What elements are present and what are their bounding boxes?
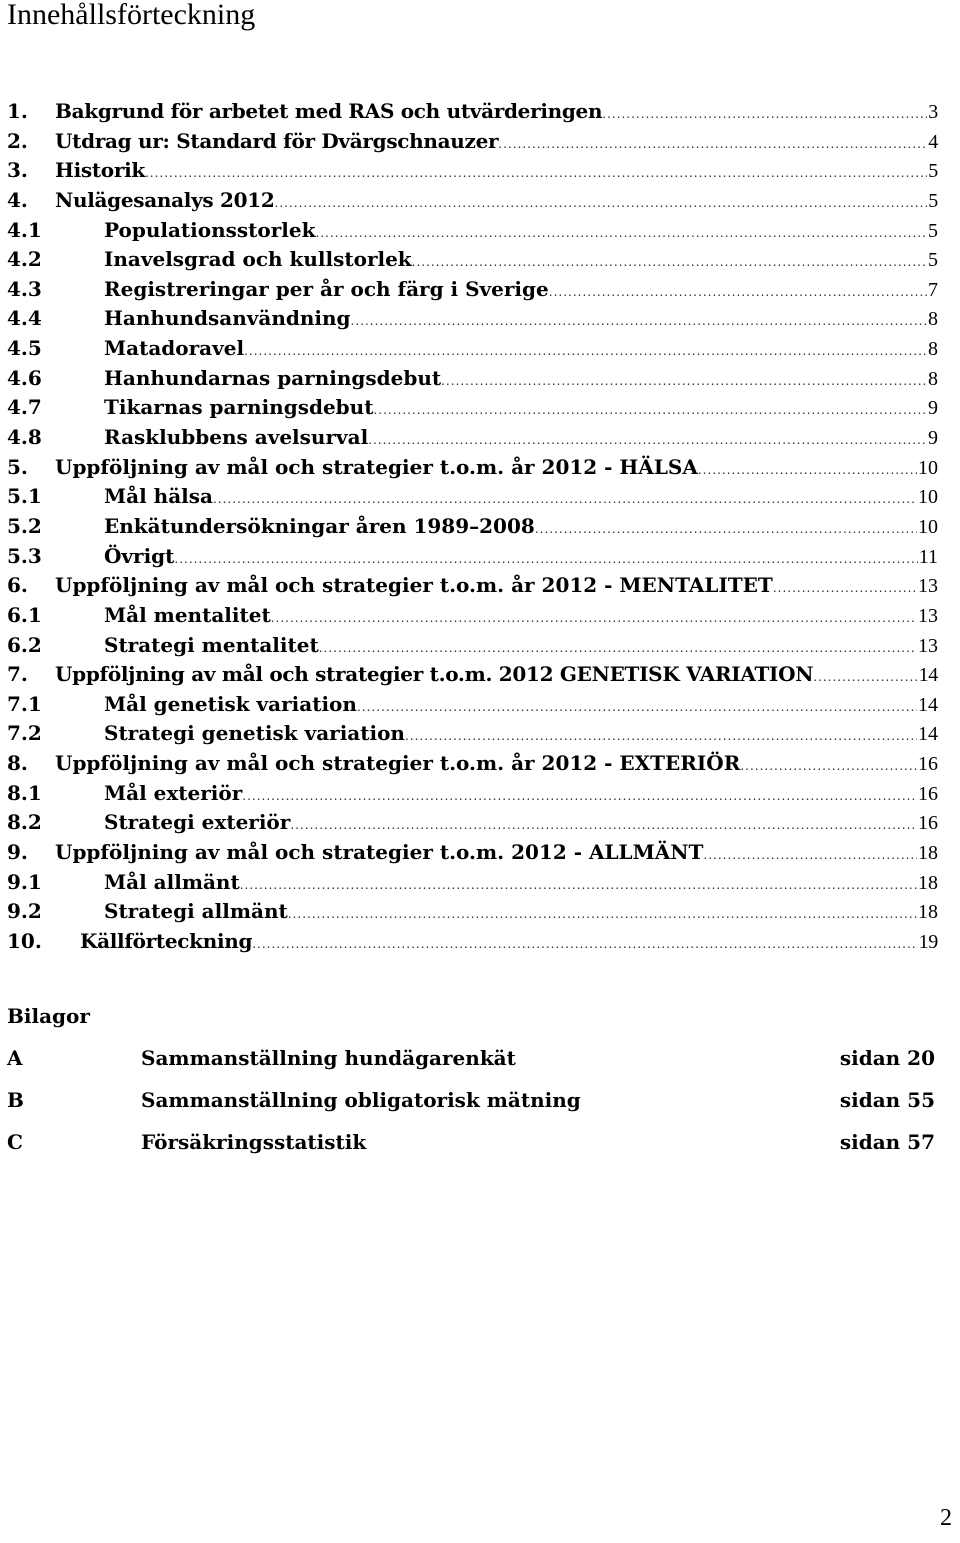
toc-entry-number: 5.1 xyxy=(7,484,42,509)
toc-entry[interactable] xyxy=(0,838,960,868)
toc-entry[interactable] xyxy=(0,127,960,157)
toc-entry-title: Populationsstorlek xyxy=(104,217,316,242)
toc-entry[interactable] xyxy=(0,334,960,364)
toc-entry-body xyxy=(104,719,938,752)
toc-entry-page: 5 xyxy=(928,249,938,272)
toc-entry-body xyxy=(55,749,938,782)
toc-entry-body xyxy=(104,423,938,456)
toc-entry-page: 8 xyxy=(928,367,938,390)
toc-entry-title: Uppföljning av mål och strategier t.o.m. 2012 GENETISK VARIATION xyxy=(55,662,814,687)
toc-entry-number: 6. xyxy=(7,573,28,598)
toc-entry-page: 9 xyxy=(928,397,938,420)
toc-entry-number: 9.2 xyxy=(7,899,42,924)
attachment-title: Sammanställning hundägarenkät xyxy=(141,1046,516,1070)
toc-entry[interactable] xyxy=(0,601,960,631)
toc-entry[interactable] xyxy=(0,808,960,838)
toc-entry-number: 4.4 xyxy=(7,306,42,331)
toc-entry[interactable] xyxy=(0,719,960,749)
toc-entry-title: Mål hälsa xyxy=(104,484,213,509)
toc-entry[interactable] xyxy=(0,453,960,483)
toc-dot-leader xyxy=(242,782,917,812)
toc-dot-leader xyxy=(535,515,917,545)
toc-entry-number: 9. xyxy=(7,840,28,865)
toc-dot-leader xyxy=(357,693,917,723)
toc-dot-leader xyxy=(213,485,917,515)
toc-entry-page: 5 xyxy=(928,219,938,242)
toc-entry-body xyxy=(55,838,938,871)
toc-entry[interactable] xyxy=(0,423,960,453)
toc-entry-number: 7.2 xyxy=(7,721,42,746)
toc-dot-leader xyxy=(240,871,917,901)
toc-entry[interactable] xyxy=(0,482,960,512)
toc-dot-leader xyxy=(315,219,927,249)
toc-entry[interactable] xyxy=(0,690,960,720)
toc-entry-number: 6.2 xyxy=(7,632,42,657)
toc-entry[interactable] xyxy=(0,275,960,305)
toc-entry-title: Strategi exteriör xyxy=(104,810,291,835)
toc-dot-leader xyxy=(244,337,927,367)
attachment-page: sidan 57 xyxy=(839,1130,935,1154)
toc-entry-number: 8. xyxy=(7,751,28,776)
toc-entry[interactable] xyxy=(0,631,960,661)
toc-dot-leader xyxy=(252,930,917,960)
toc-entry-number: 5.3 xyxy=(7,543,42,568)
toc-entry-title: Matadoravel xyxy=(104,336,245,361)
toc-entry[interactable] xyxy=(0,749,960,779)
page-title: Innehållsförteckning xyxy=(7,0,256,31)
toc-entry-page: 19 xyxy=(918,930,938,953)
toc-entry-title: Inavelsgrad och kullstorlek xyxy=(104,247,412,272)
toc-entry-page: 9 xyxy=(928,427,938,450)
toc-entry-body xyxy=(104,334,938,367)
toc-entry-page: 3 xyxy=(928,101,938,123)
toc-entry-body xyxy=(104,542,938,575)
toc-entry-number: 4.7 xyxy=(7,395,42,420)
toc-dot-leader xyxy=(412,248,927,278)
toc-entry-page: 8 xyxy=(928,308,938,331)
toc-entry-title: Nulägesanalys 2012 xyxy=(55,187,275,212)
toc-entry-number: 3. xyxy=(7,158,28,183)
toc-entry-title: Bakgrund för arbetet med RAS och utvärderingen xyxy=(55,99,603,123)
toc-entry-page: 14 xyxy=(918,693,938,716)
toc-entry-body xyxy=(104,808,938,841)
toc-entry-page: 7 xyxy=(928,278,938,301)
toc-entry-page: 13 xyxy=(918,634,938,657)
toc-entry-body xyxy=(104,897,938,930)
toc-entry-title: Strategi genetisk variation xyxy=(104,721,405,746)
toc-entry-title: Uppföljning av mål och strategier t.o.m. år 2012 - MENTALITET xyxy=(55,573,773,598)
toc-entry-number: 5. xyxy=(7,454,28,479)
toc-entry-title: Uppföljning av mål och strategier t.o.m. år 2012 - EXTERIÖR xyxy=(55,751,741,776)
toc-entry-title: Uppföljning av mål och strategier t.o.m. år 2012 - HÄLSA xyxy=(55,454,698,479)
toc-entry-number: 1. xyxy=(7,99,28,123)
toc-entry[interactable] xyxy=(0,304,960,334)
toc-entry-page: 14 xyxy=(918,723,938,746)
attachment-page: sidan 55 xyxy=(839,1088,935,1112)
attachments-heading: Bilagor xyxy=(7,1004,90,1028)
toc-entry-page: 5 xyxy=(928,189,938,212)
toc-entry-number: 4.3 xyxy=(7,276,42,301)
toc-entry-body xyxy=(55,156,938,189)
toc-entry[interactable] xyxy=(0,897,960,927)
toc-dot-leader xyxy=(174,545,917,575)
toc-entry-number: 7. xyxy=(7,662,28,687)
toc-entry-title: Uppföljning av mål och strategier t.o.m. 2012 - ALLMÄNT xyxy=(55,840,704,865)
toc-entry-page: 13 xyxy=(918,575,938,598)
toc-entry-body xyxy=(104,631,938,664)
toc-dot-leader xyxy=(275,189,928,219)
toc-entry-page: 18 xyxy=(918,842,938,865)
toc-entry-number: 4.1 xyxy=(7,217,42,242)
toc-entry-number: 8.1 xyxy=(7,780,42,805)
toc-dot-leader xyxy=(602,100,927,130)
toc-entry-body xyxy=(104,779,938,812)
toc-entry-title: Strategi mentalitet xyxy=(104,632,319,657)
toc-dot-leader xyxy=(703,841,917,871)
toc-entry-number: 7.1 xyxy=(7,691,42,716)
attachment-letter: A xyxy=(7,1046,23,1070)
toc-entry-body xyxy=(104,364,938,397)
toc-dot-leader xyxy=(405,722,917,752)
toc-entry-title: Strategi allmänt xyxy=(104,899,288,924)
toc-entry-title: Registreringar per år och färg i Sverige xyxy=(104,276,549,301)
toc-entry-title: Enkätundersökningar åren 1989–2008 xyxy=(104,513,535,538)
table-of-contents xyxy=(0,97,960,957)
toc-entry-page: 14 xyxy=(918,664,938,687)
toc-entry-page: 13 xyxy=(918,604,938,627)
page-number: 2 xyxy=(940,1505,952,1531)
toc-entry-body xyxy=(104,868,938,901)
toc-entry-body xyxy=(55,127,938,160)
toc-dot-leader xyxy=(351,307,927,337)
toc-entry-body xyxy=(55,97,938,130)
toc-entry-page: 16 xyxy=(918,753,938,776)
toc-entry-title: Mål mentalitet xyxy=(104,602,271,627)
toc-dot-leader xyxy=(368,426,927,456)
toc-entry[interactable] xyxy=(0,186,960,216)
toc-entry-title: Övrigt xyxy=(104,543,175,568)
toc-dot-leader xyxy=(373,396,927,426)
toc-entry[interactable] xyxy=(0,571,960,601)
toc-entry-page: 5 xyxy=(928,160,938,183)
toc-entry-page: 4 xyxy=(928,130,938,153)
toc-entry-page: 10 xyxy=(918,486,938,509)
toc-dot-leader xyxy=(549,278,927,308)
toc-entry-number: 2. xyxy=(7,128,28,153)
toc-entry-body xyxy=(104,245,938,278)
toc-entry-number: 4.8 xyxy=(7,425,42,450)
attachment-title: Sammanställning obligatorisk mätning xyxy=(141,1088,581,1112)
toc-entry-title: Hanhundarnas parningsdebut xyxy=(104,365,442,390)
toc-dot-leader xyxy=(441,367,927,397)
toc-entry[interactable] xyxy=(0,156,960,186)
toc-entry-number: 9.1 xyxy=(7,869,42,894)
toc-entry-page: 18 xyxy=(918,871,938,894)
toc-dot-leader xyxy=(288,900,917,930)
toc-entry-body xyxy=(104,216,938,249)
toc-dot-leader xyxy=(740,752,917,782)
toc-entry-number: 10. xyxy=(7,928,42,953)
toc-entry-page: 11 xyxy=(918,545,938,568)
toc-entry[interactable] xyxy=(0,512,960,542)
toc-entry-body xyxy=(104,304,938,337)
toc-entry-body xyxy=(104,512,938,545)
toc-entry-page: 16 xyxy=(918,782,938,805)
attachment-page: sidan 20 xyxy=(839,1046,935,1070)
toc-entry[interactable] xyxy=(0,927,960,957)
toc-dot-leader xyxy=(773,574,917,604)
attachment-letter: B xyxy=(7,1088,24,1112)
toc-entry[interactable] xyxy=(0,542,960,572)
toc-dot-leader xyxy=(319,634,917,664)
attachment-row-a xyxy=(7,1046,943,1076)
toc-entry-number: 4.2 xyxy=(7,247,42,272)
toc-entry[interactable] xyxy=(0,97,960,127)
toc-dot-leader xyxy=(271,604,917,634)
toc-entry-title: Källförteckning xyxy=(80,928,253,953)
toc-entry-title: Rasklubbens avelsurval xyxy=(104,425,369,450)
toc-entry-body xyxy=(55,571,938,604)
toc-entry[interactable] xyxy=(0,216,960,246)
toc-entry-body xyxy=(104,601,938,634)
toc-entry-page: 16 xyxy=(918,812,938,835)
toc-entry-body xyxy=(80,927,938,960)
toc-entry-title: Mål allmänt xyxy=(104,869,240,894)
toc-entry-title: Mål genetisk variation xyxy=(104,691,357,716)
toc-entry-body xyxy=(55,186,938,219)
toc-entry[interactable] xyxy=(0,364,960,394)
toc-entry-title: Tikarnas parningsdebut xyxy=(104,395,374,420)
toc-entry-page: 18 xyxy=(918,901,938,924)
toc-entry-page: 10 xyxy=(918,456,938,479)
attachment-letter: C xyxy=(7,1130,23,1154)
toc-entry[interactable] xyxy=(0,868,960,898)
toc-entry-number: 4.5 xyxy=(7,336,42,361)
toc-entry-title: Utdrag ur: Standard för Dvärgschnauzer xyxy=(55,128,499,153)
toc-dot-leader xyxy=(813,663,917,693)
toc-entry[interactable] xyxy=(0,660,960,690)
toc-entry-title: Historik xyxy=(55,158,145,183)
toc-entry[interactable] xyxy=(0,779,960,809)
toc-dot-leader xyxy=(145,159,927,189)
toc-entry-body xyxy=(55,660,938,693)
toc-entry-number: 4.6 xyxy=(7,365,42,390)
toc-dot-leader xyxy=(698,456,917,486)
toc-entry[interactable] xyxy=(0,245,960,275)
toc-dot-leader xyxy=(290,811,917,841)
toc-entry-number: 6.1 xyxy=(7,602,42,627)
attachment-row-c xyxy=(7,1130,943,1160)
toc-entry-body xyxy=(104,393,938,426)
toc-dot-leader xyxy=(498,130,927,160)
toc-entry[interactable] xyxy=(0,393,960,423)
toc-entry-title: Hanhundsanvändning xyxy=(104,306,351,331)
toc-entry-body xyxy=(104,275,938,308)
toc-entry-page: 8 xyxy=(928,338,938,361)
attachment-title: Försäkringsstatistik xyxy=(141,1130,367,1154)
attachment-row-b xyxy=(7,1088,943,1118)
toc-entry-body xyxy=(104,690,938,723)
toc-entry-body xyxy=(55,453,938,486)
toc-entry-body xyxy=(104,482,938,515)
toc-entry-page: 10 xyxy=(918,515,938,538)
toc-entry-number: 8.2 xyxy=(7,810,42,835)
toc-entry-number: 5.2 xyxy=(7,513,42,538)
toc-entry-title: Mål exteriör xyxy=(104,780,243,805)
toc-entry-number: 4. xyxy=(7,187,28,212)
